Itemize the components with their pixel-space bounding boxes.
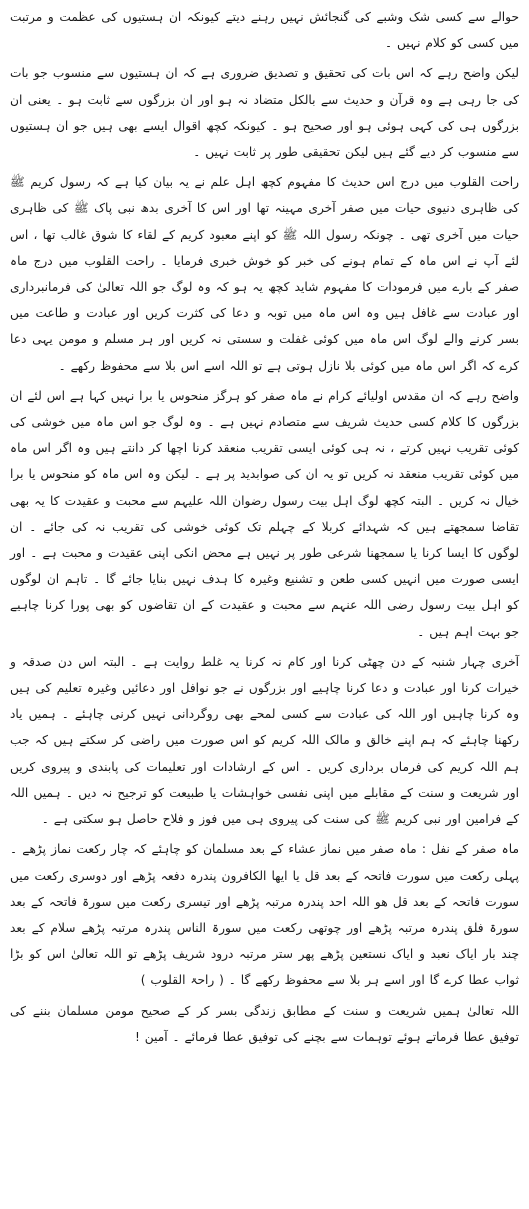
paragraph-6: ماہ صفر کے نفل : ماہ صفر میں نماز عشاء کے بعد مسلمان کو چاہئے کہ چار رکعت نماز پڑھے ۔ پہلی رکعت میں سورت فاتحہ کے بعد قل یا ایھا الکافرون پندرہ دفعہ پڑھے اور دوسری رکعت میں سورت فاتحہ کے بعد قل ھو اللہ احد پندرہ مرتبہ پڑھے اور تیسری رکعت میں سورۃ فاتحہ کے بعد سورۃ فلق پندرہ مرتبہ پڑھے اور چوتھی رکعت میں سورۃ الناس پندرہ مرتبہ پڑھے سلام کے بعد چند بار ایاک نعبد و ایاک نستعین پڑھے پھر ستر مرتبہ درود شریف پڑھے تو اللہ تعالیٰ اس کو بڑا ثواب عطا کرے گا اور اسے ہر بلا سے محفوظ رکھے گا ۔ ( راحۃ القلوب ) [10, 842, 519, 988]
paragraph-4: واضح رہے کہ ان مقدس اولیائے کرام نے ماہ صفر کو ہرگز منحوس یا برا نہیں کہا ہے اس لئے ان بزرگوں کا کلام کسی حدیث شریف سے متصادم نہیں ہے ۔ وہ لوگ جو اس ماہ میں خوشی کی کوئی تقریب نہیں کرتے ، نہ ہی کوئی ایسی تقریب منعقد کرنا اچھا کر دانتے ہیں وہ اگر اس ماہ میں کوئی تقریب منعقد نہ کریں تو یہ ان کی صوابدید پر ہے ۔ لیکن وہ اس ماہ کو منحوس یا برا خیال نہ کریں ۔ البتہ کچھ لوگ اہل بیت رسول رضوان اللہ علیہم سے محبت و عقیدت کا یہ بھی تقاضا سمجھتے ہیں کہ شہدائے کربلا کے چہلم تک کوئی خوشی کی تقریب نہ کی جائے ۔ ان لوگوں کا ایسا کرنا یا سمجھنا شرعی طور پر نہیں ہے محض انکی اپنی عقیدت و محبت ہے ۔ اور ایسی صورت میں انہیں کسی طعن و تشنیع وغیرہ کا ہدف نہیں بنایا جائے گا ۔ تاہم ان لوگوں کو اہل بیت رسول رضی اللہ عنہم سے محبت و عقیدت کے ان تقاضوں کو بھی پورا کرنا چاہیے جو بہت اہم ہیں ۔ [10, 388, 519, 639]
paragraph-7: اللہ تعالیٰ ہمیں شریعت و سنت کے مطابق زندگی بسر کر کے صحیح مومن مسلمان بننے کی توفیق عطا فرماتے ہوئے توہمات سے بچنے کی توفیق عطا فرمائے ۔ آمین ! [10, 1003, 519, 1044]
paragraph-1: حوالے سے کسی شک وشبے کی گنجائش نہیں رہنے دیتے کیونکہ ان ہستیوں کی عظمت و مرتبت میں کسی کو کلام نہیں ۔ [10, 10, 519, 51]
paragraph-2: لیکن واضح رہے کہ اس بات کی تحقیق و تصدیق ضروری ہے کہ ان ہستیوں سے منسوب جو بات کی جا رہی ہے وہ قرآن و حدیث سے بالکل متضاد نہ ہو اور ان بزرگوں سے ثابت ہو ۔ یعنی ان بزرگوں ہی کی کہی ہوئی ہو اور صحیح ہو ۔ کیونکہ کچھ اقوال ایسے بھی ہیں جو ان ہستیوں سے منسوب کر دیے گئے ہیں لیکن تحقیقی طور پر ثابت نہیں ۔ [10, 66, 519, 160]
paragraph-5: آخری چہار شنبہ کے دن چھٹی کرنا اور کام نہ کرنا یہ غلط روایت ہے ۔ البتہ اس دن صدقہ و خیرات کرنا اور عبادت و دعا کرنا چاہیے اور بزرگوں نے جو نوافل اور دعائیں وغیرہ تعلیم کی ہیں وہ کرنا چاہیں اور اللہ کی عبادت سے کسی لمحے بھی روگردانی نہیں کرنی چاہئے ۔ ہمیں یاد رکھنا چاہئے کہ ہم اپنے خالق و مالک اللہ کریم کو اس صورت میں راضی کر سکتے ہیں کہ جب ہم اللہ کریم کی فرماں برداری کریں ۔ اس کے ارشادات اور تعلیمات کی پابندی و پیروی کریں اور شریعت و سنت کے مقابلے میں اپنی نفسی خواہشات یا طبیعت کو ترجیح نہ دیں ۔ ہمیں اللہ کے فرامین اور نبی کریم ﷺ کی سنت کی پیروی ہی میں فوز و فلاح حاصل ہو سکتی ہے ۔ [10, 654, 519, 827]
paragraph-3: راحت القلوب میں درج اس حدیث کا مفہوم کچھ اہل علم نے یہ بیان کیا ہے کہ رسول کریم ﷺ کی ظاہری دنیوی حیات میں صفر آخری مہینہ تھا اور اس کا آخری بدھ نبی پاک ﷺ کی ظاہری حیات میں آخری تھی ۔ چونکہ رسول اللہ ﷺ کو اپنے معبود کریم کے لقاء کا شوق غالب تھا ، اس لئے آپ نے اس ماہ کے تمام ہونے کی خبر کو خوش خبری فرمایا ۔ راحت القلوب میں درج ماہ صفر کے بارے میں فرمودات کا مفہوم شاید کچھ یہ ہو کہ وہ لوگ جو اللہ تعالیٰ کی فرمانبرداری اور عبادت سے غافل ہیں وہ اس ماہ میں توبہ و دعا کی کثرت کریں اور عبادت و طاعت میں بسر کرنے والے لوگ اس ماہ میں کوئی غفلت و سستی نہ کریں اور ہر مسلم و مومن یہی دعا کرے کہ اگر اس ماہ میں کوئی بلا نازل ہوتی ہے تو اللہ اسے اس بلا سے محفوظ رکھے ۔ [10, 175, 519, 373]
